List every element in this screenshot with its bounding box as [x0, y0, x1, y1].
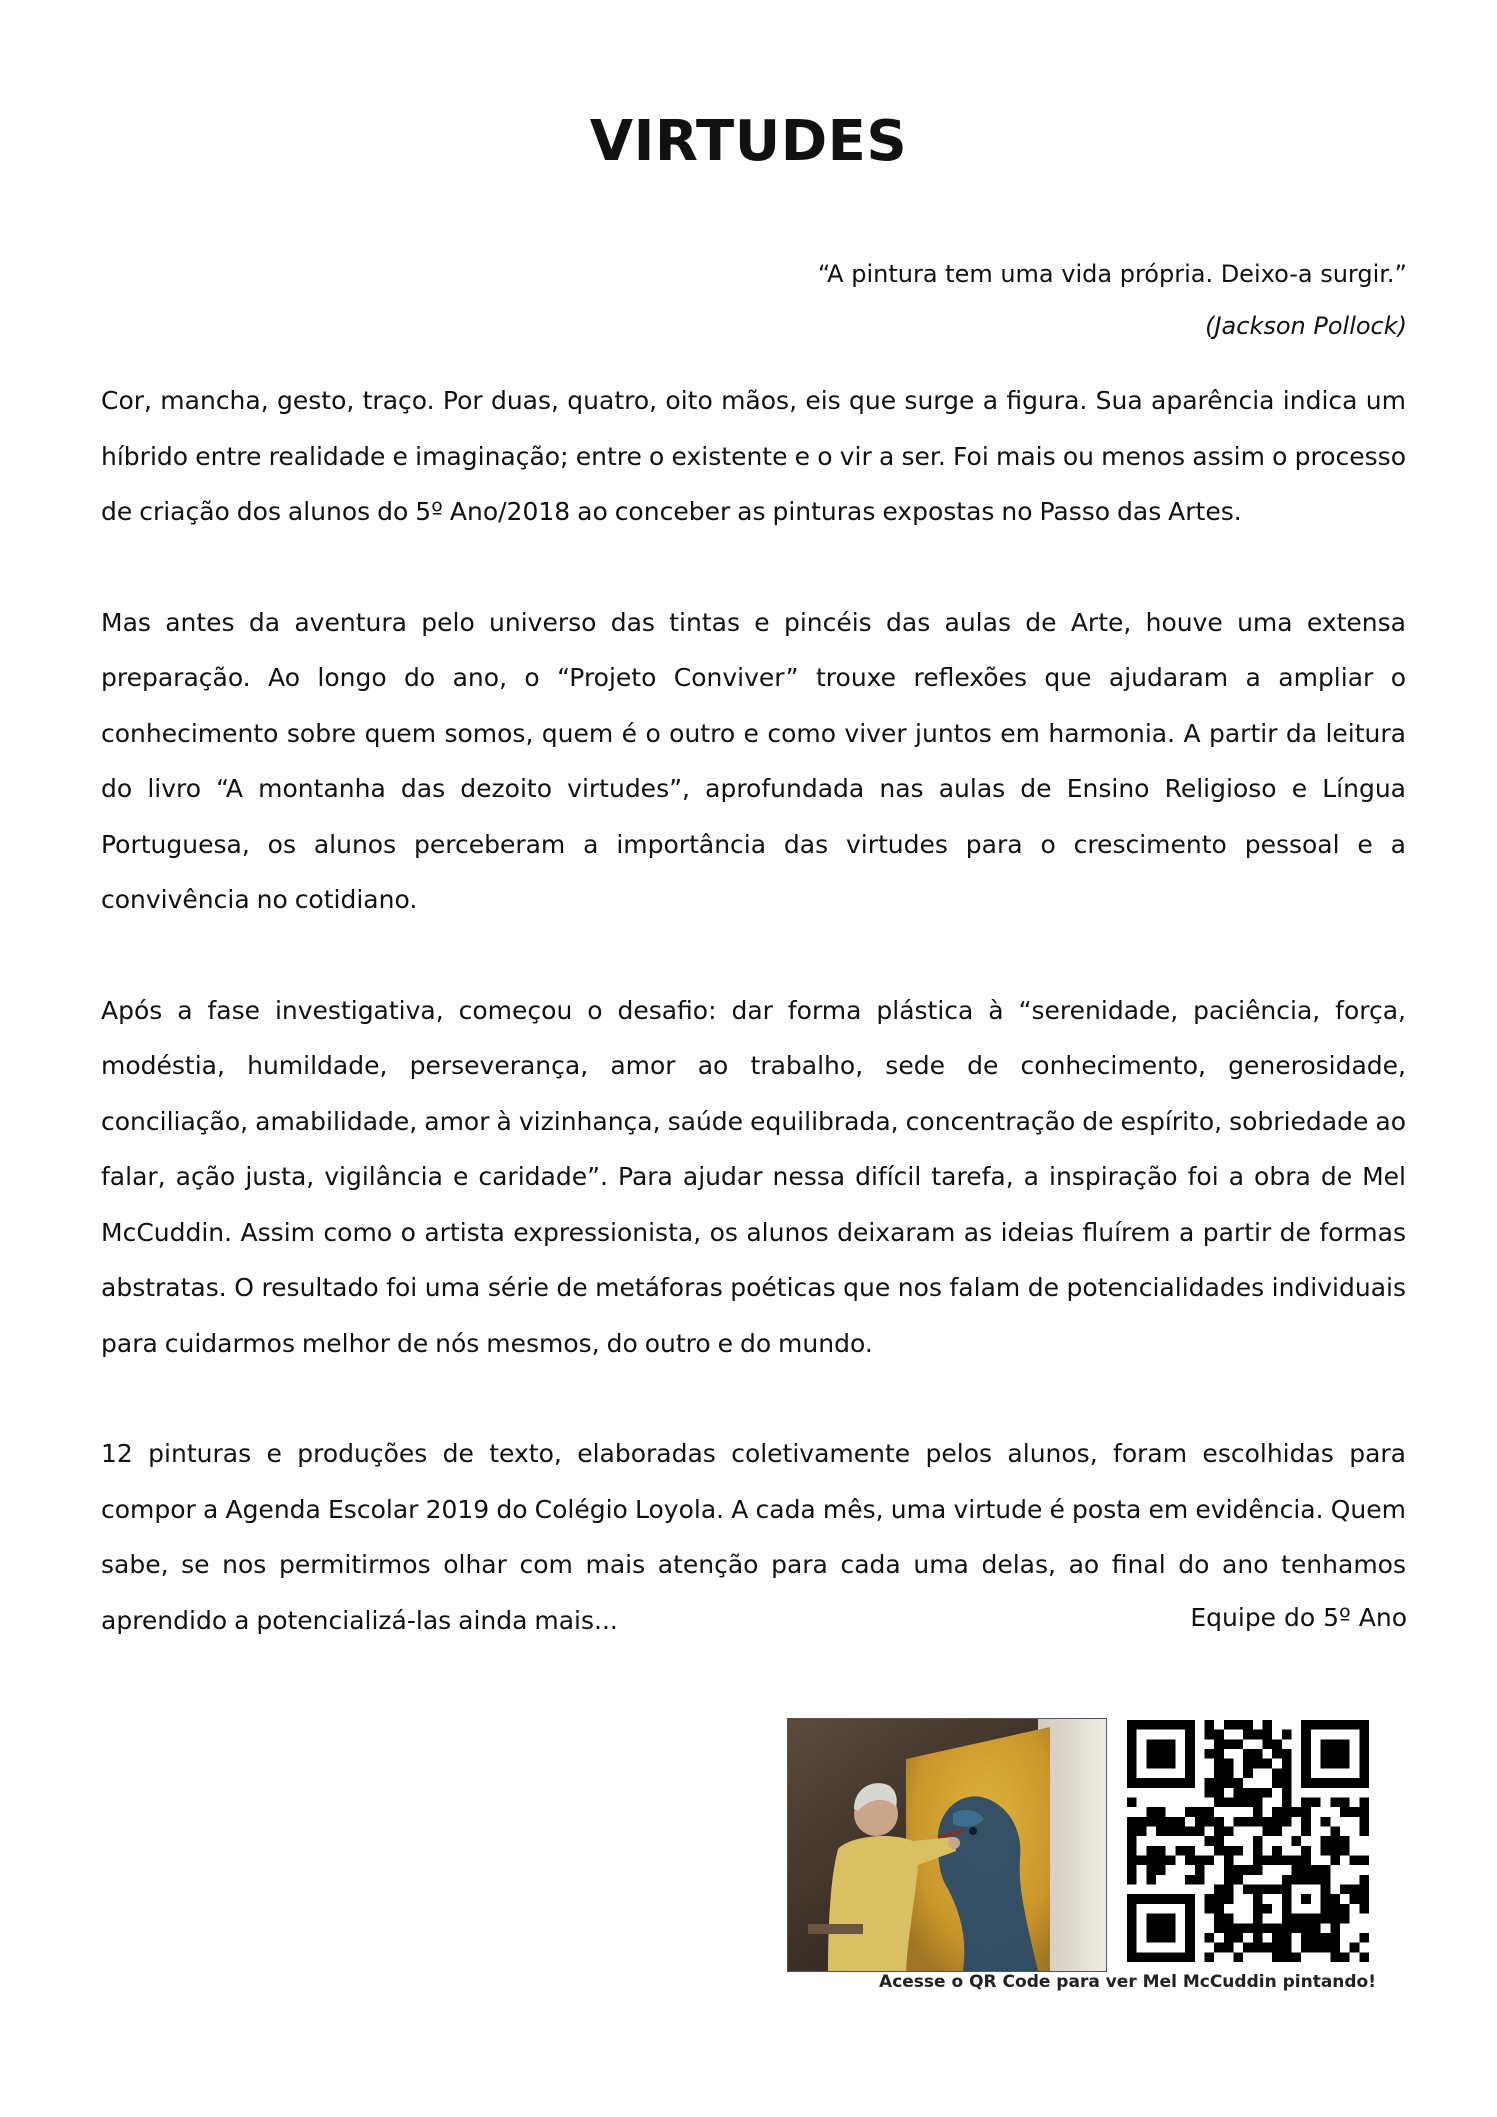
- qr-code-icon: [1127, 1720, 1369, 1962]
- signature: Equipe do 5º Ano: [1190, 1603, 1407, 1632]
- body-text: [101, 373, 1406, 1703]
- epigraph-author: (Jackson Pollock): [1205, 312, 1407, 340]
- qr-caption: Acesse o QR Code para ver Mel McCuddin pintando!: [879, 1972, 1376, 1992]
- artist-painting-photo: [787, 1718, 1107, 1972]
- paragraph-2: Mas antes da aventura pelo universo das tintas e pincéis das aulas de Arte, houve uma extensa preparação. Ao longo do ano, o “Projeto Conviver” trouxe reflexões que ajudaram a ampliar o conhecimento sobre quem somos, quem é o outro e como viver juntos em harmonia. A partir da leitura do livro “A montanha das dezoito virtudes”, aprofundada nas aulas de Ensino Religioso e Língua Portuguesa, os alunos perceberam a importância das virtudes para o crescimento pessoal e a convivência no cotidiano.: [101, 607, 1406, 914]
- page-title: VIRTUDES: [589, 109, 908, 174]
- epigraph-quote: “A pintura tem uma vida própria. Deixo-a surgir.”: [817, 260, 1407, 288]
- paragraph-3: Após a fase investigativa, começou o desafio: dar forma plástica à “serenidade, paciência, força, modéstia, humildade, perseverança, amor ao trabalho, sede de conhecimento, generosidade, conciliação, amabilidade, amor à vizinhança, saúde equilibrada, concentração de espírito, sobriedade ao falar, ação justa, vigilância e caridade”. Para ajudar nessa difícil tarefa, a inspiração foi a obra de Mel McCuddin. Assim como o artista expressionista, os alunos deixaram as ideias fluírem a partir de formas abstratas. O resultado foi uma série de metáforas poéticas que nos falam de potencialidades individuais para cuidarmos melhor de nós mesmos, do outro e do mundo.: [101, 995, 1406, 1358]
- epigraph: [818, 248, 1407, 352]
- paragraph-1: Cor, mancha, gesto, traço. Por duas, quatro, oito mãos, eis que surge a figura. Sua aparência indica um híbrido entre realidade e imaginação; entre o existente e o vir a ser. Foi mais ou menos assim o processo de criação dos alunos do 5º Ano/2018 ao conceber as pinturas expostas no Passo das Artes.: [101, 386, 1406, 526]
- paragraph-4: 12 pinturas e produções de texto, elaboradas coletivamente pelos alunos, foram escolhidas para compor a Agenda Escolar 2019 do Colégio Loyola. A cada mês, uma virtude é posta em evidência. Quem sabe, se nos permitirmos olhar com mais atenção para cada uma delas, ao final do ano tenhamos aprendido a potencializá-las ainda mais...: [101, 1439, 1406, 1635]
- artist-painting-image: [788, 1719, 1106, 1971]
- qr-code[interactable]: [1127, 1720, 1369, 1962]
